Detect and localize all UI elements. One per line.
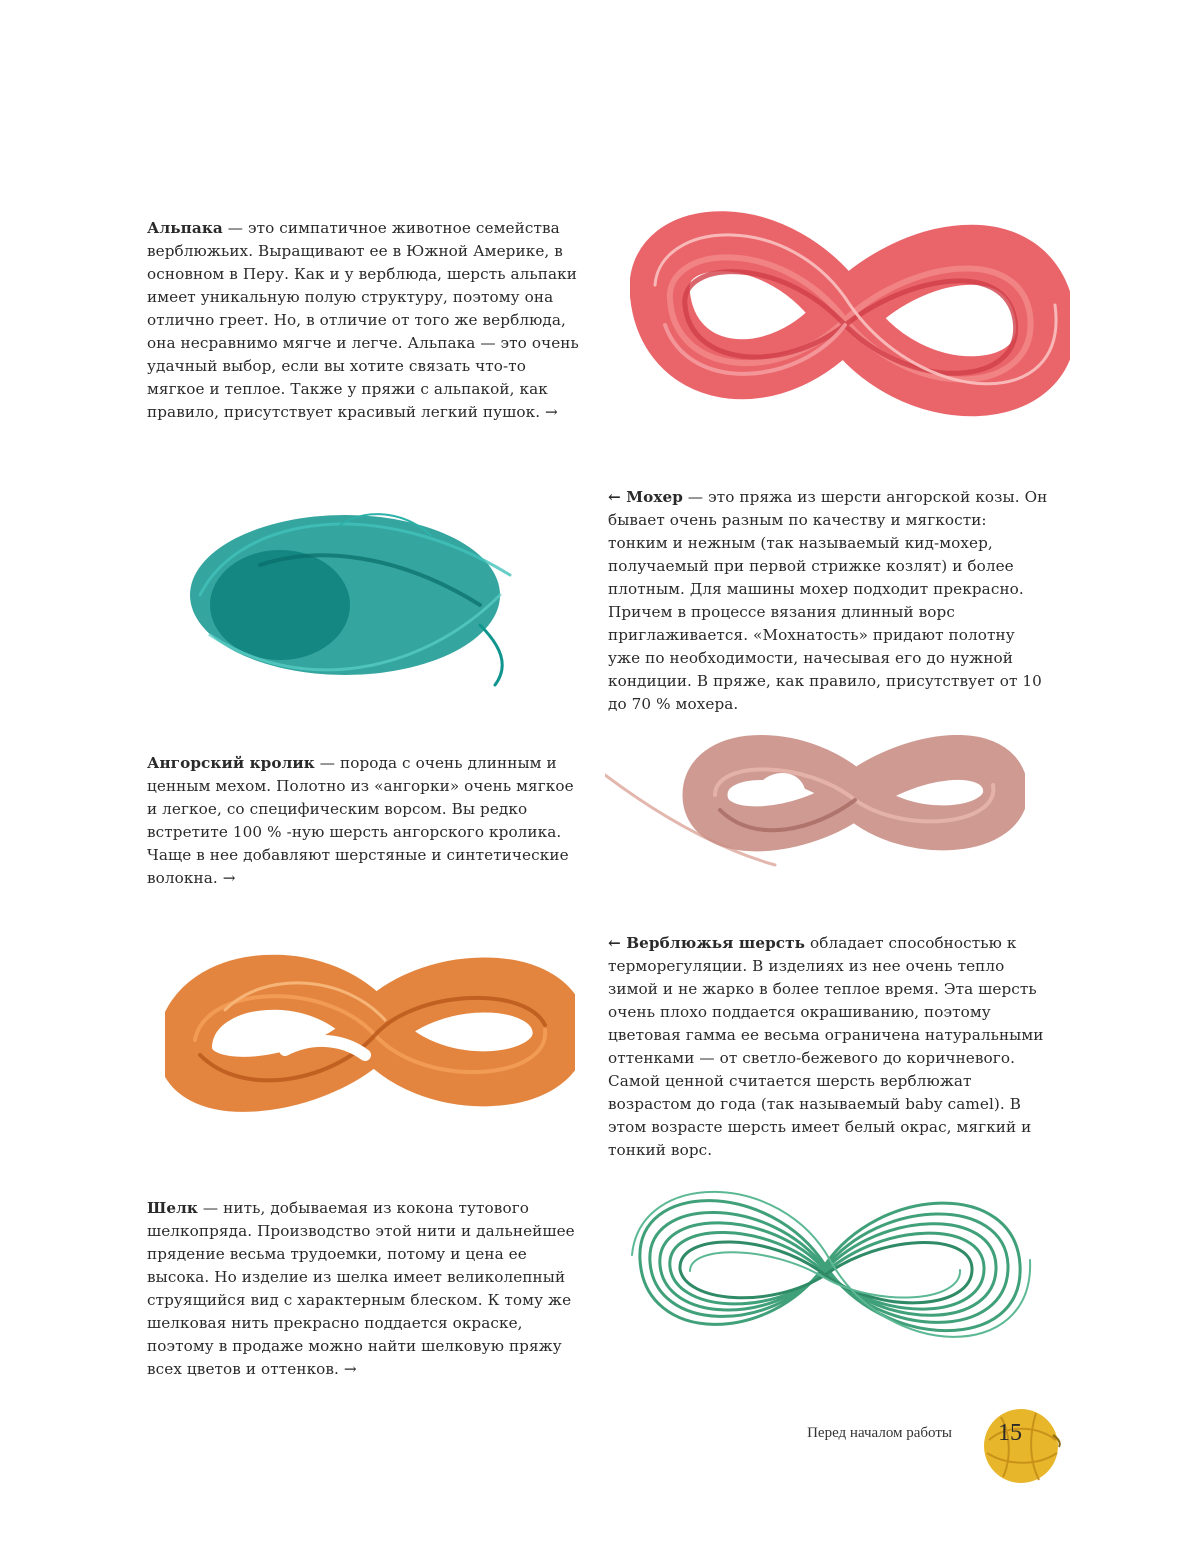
text-silk: — нить, добываемая из кокона тутового шелкопряда. Производство этой нити и дальнейшее прядение весьма трудоемки, потому и цена ее высока. Но изделие из шелка имеет великолепный струящийся вид с характерным блеском. К тому же шелковая нить прекрасно поддается окраске, поэтому в продаже можно найти шелковую пряжу всех цветов и оттенков. → <box>147 1199 575 1378</box>
paragraph-camel <box>608 932 1048 1162</box>
coral-yarn-image <box>630 205 1070 455</box>
term-silk: Шелк <box>147 1199 198 1217</box>
paragraph-silk <box>147 1197 587 1381</box>
pink-yarn-image <box>605 735 1025 885</box>
chapter-title: Перед началом работы <box>807 1425 952 1441</box>
term-mohair: ← Мохер <box>608 488 683 506</box>
green-silk-yarn-image <box>620 1170 1035 1370</box>
text-angora: — порода с очень длинным и ценным мехом. Полотно из «ангорки» очень мягкое и легкое, со специфическим ворсом. Вы редко встретите 100 % -ную шерсть ангорского кролика. Чаще в нее добавляют шерстяные и синтетические волокна. → <box>147 754 574 887</box>
paragraph-mohair <box>608 486 1048 716</box>
term-angora: Ангорский кролик <box>147 754 315 772</box>
text-mohair: — это пряжа из шерсти ангорской козы. Он бывает очень разным по качеству и мягкости: тонким и нежным (так называемый кид-мохер, получаемый при первой стрижке козлят) и более плотным. Для машины мохер подходит прекрасно. Причем в процессе вязания длинный ворс приглаживается. «Мохнатость» придают полотну уже по необходимости, начесывая его до нужной кондиции. В пряже, как правило, присутствует от 10 до 70 % мохера. <box>608 488 1048 713</box>
text-camel: обладает способностью к терморегуляции. В изделиях из нее очень тепло зимой и не жарко в более теплое время. Эта шерсть очень плохо поддается окрашиванию, поэтому цветовая гамма ее весьма ограничена натуральными оттенками — от светло-бежевого до коричневого. Самой ценной считается шерсть верблюжат возрастом до года (так называемый baby camel). В этом возрасте шерсть имеет белый окрас, мягкий и тонкий ворс. <box>608 934 1044 1159</box>
term-camel: ← Верблюжья шерсть <box>608 934 806 952</box>
teal-mohair-yarn-image <box>180 495 525 695</box>
paragraph-angora <box>147 752 587 890</box>
page-number: 15 <box>998 1420 1022 1446</box>
term-alpaca: Альпака <box>147 219 223 237</box>
text-alpaca: — это симпатичное животное семейства верблюжьих. Выращивают ее в Южной Америке, в основном в Перу. Как и у верблюда, шерсть альпаки имеет уникальную полую структуру, поэтому она отлично греет. Но, в отличие от того же верблюда, она несравнимо мягче и легче. Альпака — это очень удачный выбор, если вы хотите связать что-то мягкое и теплое. Также у пряжи с альпакой, как правило, присутствует красивый легкий пушок. → <box>147 219 579 421</box>
orange-yarn-image <box>165 930 575 1130</box>
paragraph-alpaca <box>147 217 587 424</box>
